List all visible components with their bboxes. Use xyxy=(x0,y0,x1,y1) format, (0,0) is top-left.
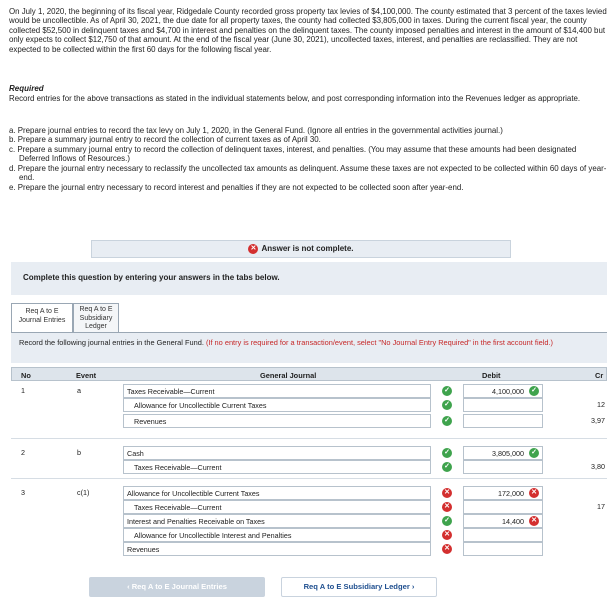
check-circle-icon: ✓ xyxy=(442,462,452,472)
table-row xyxy=(11,414,607,428)
task-b: b. Prepare a summary journal entry to record the collection of current taxes as of April 30. xyxy=(9,135,321,145)
credit-input[interactable] xyxy=(557,542,605,556)
check-circle-icon: ✓ xyxy=(442,516,452,526)
account-select[interactable]: Revenues xyxy=(123,542,431,556)
account-select[interactable]: Cash xyxy=(123,446,431,460)
header-credit: Cr xyxy=(595,371,604,380)
header-general-journal: General Journal xyxy=(260,371,317,380)
required-text: Record entries for the above transactions as stated in the individual statements below, and post corresponding information into the Revenues ledger as appropriate. xyxy=(9,94,581,103)
instructions-panel xyxy=(11,262,607,295)
header-debit: Debit xyxy=(482,371,501,380)
debit-input[interactable] xyxy=(463,460,543,474)
check-circle-icon: ✓ xyxy=(442,400,452,410)
debit-input[interactable] xyxy=(463,500,543,514)
account-select[interactable]: Allowance for Uncollectible Interest and Penalties xyxy=(123,528,431,542)
task-d: d. Prepare the journal entry necessary to reclassify the uncollected tax amounts as delinquent. Assume these taxes are not expected to be collected within 60 days of year-end. xyxy=(9,163,607,183)
credit-input[interactable]: 3,97 xyxy=(591,416,605,425)
account-select[interactable]: Allowance for Uncollectible Current Taxes xyxy=(123,398,431,412)
check-circle-icon: ✓ xyxy=(529,448,539,458)
required-title: Required xyxy=(9,84,44,93)
debit-input[interactable]: 172,000 xyxy=(463,486,543,500)
row-number: 2 xyxy=(21,448,25,457)
tab-subsidiary-ledger[interactable]: Req A to E Subsidiary Ledger xyxy=(73,303,119,333)
table-row xyxy=(11,486,607,500)
account-select[interactable]: Revenues xyxy=(123,414,431,428)
entry-separator xyxy=(11,438,607,439)
problem-intro: On July 1, 2020, the beginning of its fiscal year, Ridgedale County recorded gross property tax levies of $4,100,000. The county estimated that 3 percent of the taxes levied would be uncollectible. As of April 30, 2021, the due date for all property taxes, the county had collected $3,805,000 in taxes. During the current fiscal year, the county collected $52,500 in delinquent taxes and $4,700 in interest and penalties on the delinquent taxes. The county imposed penalties and interest in the amount of $14,400 but only expects to collect $12,750 of that amount. At the end of the fiscal year (June 30, 2021), uncollected taxes, interest, and penalties are reclassified. They are not expected to be collected within the first 60 days for the following fiscal year. xyxy=(9,7,607,54)
x-circle-icon: ✕ xyxy=(442,544,452,554)
x-circle-icon: ✕ xyxy=(442,488,452,498)
check-circle-icon: ✓ xyxy=(442,448,452,458)
row-event: a xyxy=(77,386,81,395)
task-e: e. Prepare the journal entry necessary to record interest and penalties if they are not expected to be collected soon after year-end. xyxy=(9,182,464,192)
table-row xyxy=(11,460,607,474)
next-tab-label: Req A to E Subsidiary Ledger xyxy=(303,582,410,592)
table-row xyxy=(11,500,607,514)
instructions-main: Record the following journal entries in the General Fund. xyxy=(19,338,204,347)
debit-input[interactable]: 14,400 xyxy=(463,514,543,528)
account-select[interactable]: Taxes Receivable—Current xyxy=(123,384,431,398)
prev-tab-button[interactable] xyxy=(89,577,265,597)
credit-input[interactable]: 3,80 xyxy=(591,462,605,471)
header-no: No xyxy=(21,371,31,380)
row-number: 1 xyxy=(21,386,25,395)
x-circle-icon: ✕ xyxy=(442,530,452,540)
x-circle-icon: ✕ xyxy=(529,488,539,498)
credit-input[interactable] xyxy=(557,446,605,460)
entry-separator xyxy=(11,478,607,479)
table-row xyxy=(11,446,607,460)
credit-input[interactable]: 17 xyxy=(597,502,605,511)
row-event: b xyxy=(77,448,81,457)
chevron-left-icon: ‹ xyxy=(127,582,132,592)
account-select[interactable]: Taxes Receivable—Current xyxy=(123,460,431,474)
next-tab-button[interactable] xyxy=(281,577,437,597)
x-circle-icon: ✕ xyxy=(248,244,258,254)
credit-input[interactable] xyxy=(557,384,605,398)
credit-input[interactable]: 12 xyxy=(597,400,605,409)
chevron-right-icon: › xyxy=(409,582,415,592)
credit-input[interactable] xyxy=(557,514,605,528)
table-row xyxy=(11,398,607,412)
table-row xyxy=(11,514,607,528)
task-c: c. Prepare a summary journal entry to record the collection of delinquent taxes, interest, and penalties. (You may assume that these amounts had been designated Deferred Inflows of Resources.) xyxy=(9,144,577,164)
debit-input[interactable] xyxy=(463,414,543,428)
header-event: Event xyxy=(76,371,97,380)
tab-journal-entries[interactable]: Req A to E Journal Entries xyxy=(11,303,73,333)
tab-strip xyxy=(11,303,119,333)
check-circle-icon: ✓ xyxy=(442,386,452,396)
table-row xyxy=(11,528,607,542)
task-a: a. Prepare journal entries to record the tax levy on July 1, 2020, in the General Fund. (Ignore all entries in the governmental activities journal.) xyxy=(9,126,503,135)
check-circle-icon: ✓ xyxy=(529,386,539,396)
debit-input[interactable]: 4,100,000 xyxy=(463,384,543,398)
account-select[interactable]: Allowance for Uncollectible Current Taxes xyxy=(123,486,431,500)
row-number: 3 xyxy=(21,488,25,497)
debit-input[interactable] xyxy=(463,528,543,542)
x-circle-icon: ✕ xyxy=(442,502,452,512)
answer-status-banner xyxy=(91,240,511,258)
account-select[interactable]: Taxes Receivable—Current xyxy=(123,500,431,514)
debit-input[interactable]: 3,805,000 xyxy=(463,446,543,460)
credit-input[interactable] xyxy=(557,486,605,500)
check-circle-icon: ✓ xyxy=(442,416,452,426)
table-row xyxy=(11,542,607,556)
debit-input[interactable] xyxy=(463,398,543,412)
table-row xyxy=(11,384,607,398)
account-select[interactable]: Interest and Penalties Receivable on Taxes xyxy=(123,514,431,528)
x-circle-icon: ✕ xyxy=(529,516,539,526)
answer-status-text: Answer is not complete. xyxy=(261,244,354,254)
panel-text: Complete this question by entering your answers in the tabs below. xyxy=(23,273,280,282)
instructions-note: (If no entry is required for a transaction/event, select "No Journal Entry Required" in the first account field.) xyxy=(205,338,553,347)
journal-table-header xyxy=(11,367,607,381)
task-list xyxy=(9,126,607,192)
debit-input[interactable] xyxy=(463,542,543,556)
prev-tab-label: Req A to E Journal Entries xyxy=(131,582,227,592)
journal-instructions xyxy=(11,333,607,363)
row-event: c(1) xyxy=(77,488,90,497)
credit-input[interactable] xyxy=(557,528,605,542)
